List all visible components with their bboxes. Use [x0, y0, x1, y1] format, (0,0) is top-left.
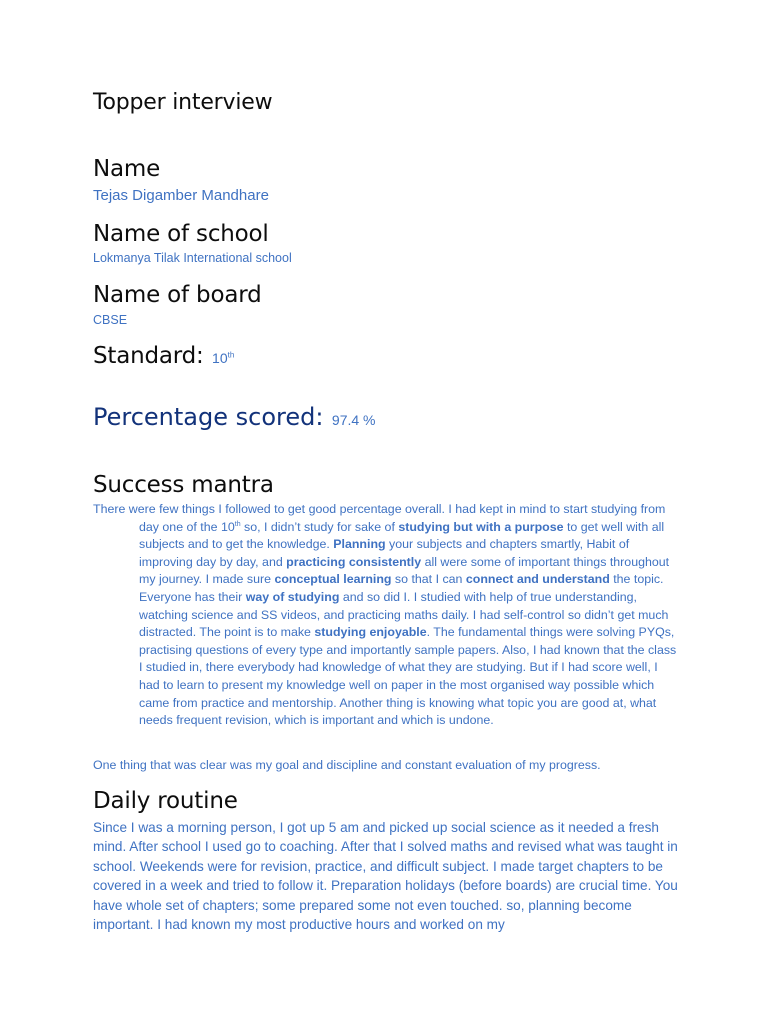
mantra-text: so, I didn’t study for sake of [240, 519, 399, 534]
mantra-text: There were few things I followed to get good percentage overall. I had kept in mind to start studying from day one of the 10 [93, 502, 666, 534]
mantra-emphasis: studying enjoyable [314, 625, 427, 640]
mantra-emphasis: connect and understand [465, 572, 610, 587]
mantra-text: your subjects and chapters smartly, Habit of improving day by day, and [139, 537, 630, 569]
mantra-text: . The fundamental things were solving PYQs, practising questions of every type and importantly sample papers. Also, I had known that the class I studied in, there everybody had knowledge of what they are studying. But if I had score well, I had to learn to present my knowledge well on paper in the most organised way possible which came from practice and mentorship. Another thing is knowing what topic you are good at, what needs frequent revision, which is important and which is undone. [139, 625, 677, 728]
school-heading: Name of school [93, 221, 269, 247]
name-heading: Name [93, 156, 161, 182]
success-mantra-closing: One thing that was clear was my goal and discipline and constant evaluation of my progress. [93, 758, 601, 772]
percentage-value: 97.4 % [331, 412, 376, 428]
document-title: Topper interview [93, 90, 273, 115]
mantra-text: and so did I. I studied with help of true understanding, watching science and SS videos, and practicing maths daily. I had self-control so didn’t get much distracted. The point is to make [139, 589, 669, 640]
standard-value [212, 350, 234, 366]
daily-routine-heading: Daily routine [93, 788, 238, 814]
percentage-row [93, 403, 376, 431]
standard-suffix: th [227, 350, 235, 360]
mantra-text: to get well with all subjects and to get the knowledge. [139, 519, 665, 552]
mantra-emphasis: conceptual learning [274, 572, 392, 587]
name-value: Tejas Digamber Mandhare [93, 187, 269, 204]
success-mantra-paragraph [93, 501, 678, 730]
percentage-heading: Percentage scored: [93, 403, 324, 431]
mantra-emphasis: studying but with a purpose [398, 519, 564, 534]
mantra-emphasis: way of studying [245, 589, 340, 604]
mantra-emphasis: practicing consistently [286, 554, 422, 569]
board-value: CBSE [93, 313, 128, 327]
mantra-text: the topic. Everyone has their [139, 572, 664, 604]
standard-heading: Standard: [93, 343, 204, 369]
mantra-superscript: th [234, 520, 241, 528]
success-mantra-heading: Success mantra [93, 472, 274, 498]
mantra-emphasis: Planning [333, 537, 386, 552]
standard-row [93, 343, 234, 369]
school-value: Lokmanya Tilak International school [93, 251, 292, 265]
daily-routine-paragraph: Since I was a morning person, I got up 5 am and picked up social science as it needed a fresh mind. After school I used go to coaching. After that I solved maths and revised what was taught in school. Weekends were for revision, practice, and difficult subject. I made target chapters to be covered in a week and tried to follow it. Preparation holidays (before boards) are crucial time. You have whole set of chapters; some prepared some not even touched. so, planning become important. I had known my most productive hours and worked on my [93, 820, 678, 933]
standard-number: 10 [212, 350, 228, 366]
mantra-text: all were some of important things throughout my journey. I made sure [139, 554, 670, 587]
board-heading: Name of board [93, 282, 262, 308]
mantra-text: so that I can [391, 572, 466, 587]
